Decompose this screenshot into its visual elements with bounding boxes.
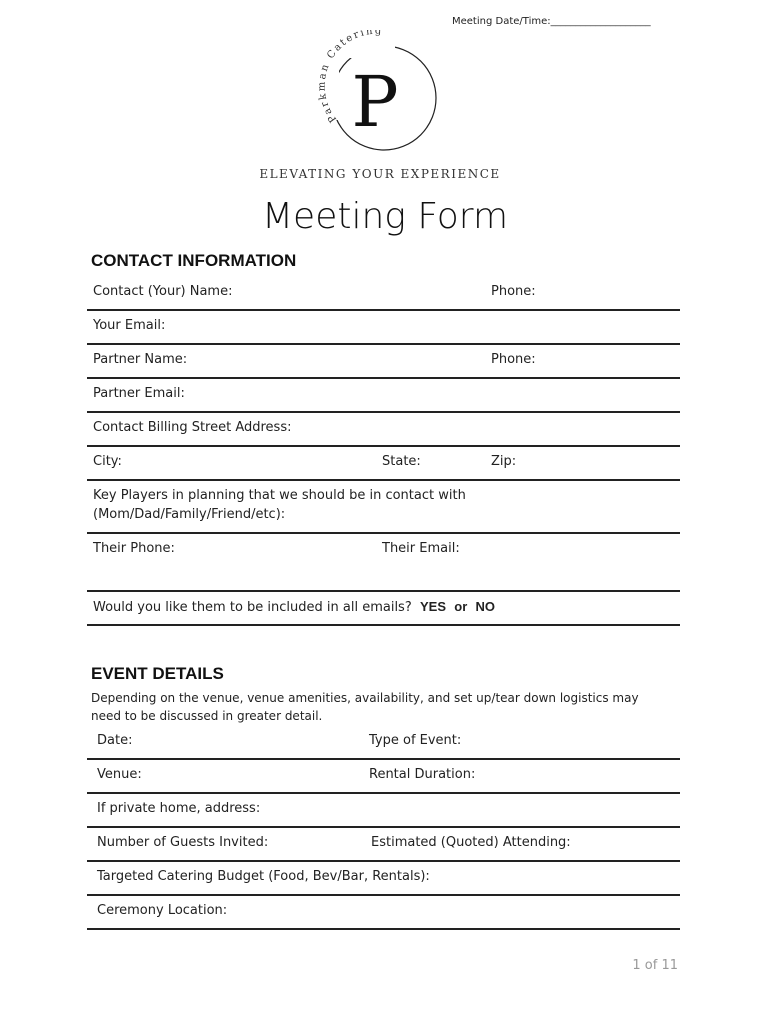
row-divider xyxy=(87,894,680,896)
private-home-label: If private home, address: xyxy=(97,801,261,816)
no-option: NO xyxy=(475,599,496,614)
yes-option: YES xyxy=(420,599,447,614)
page-number: 1 of 11 xyxy=(632,958,678,973)
brand-logo xyxy=(315,30,445,160)
row-divider xyxy=(87,928,680,930)
catering-budget-label: Targeted Catering Budget (Food, Bev/Bar, Rentals): xyxy=(97,869,430,884)
row-divider xyxy=(87,377,680,379)
contact-name-label: Contact (Your) Name: xyxy=(93,284,233,299)
row-divider xyxy=(87,758,680,760)
event-note-line1: Depending on the venue, venue amenities, availability, and set up/tear down logistics may xyxy=(91,691,639,705)
include-emails-label: Would you like them to be included in all emails? xyxy=(93,600,412,615)
billing-address-label: Contact Billing Street Address: xyxy=(93,420,292,435)
logo-letter: P xyxy=(351,61,399,143)
event-note-line2: need to be discussed in greater detail. xyxy=(91,709,323,723)
row-divider xyxy=(87,445,680,447)
row-divider xyxy=(87,826,680,828)
key-players-label: Key Players in planning that we should be in contact with xyxy=(93,488,466,503)
ceremony-location-label: Ceremony Location: xyxy=(97,903,228,918)
logo-tagline: ELEVATING YOUR EXPERIENCE xyxy=(259,167,501,181)
row-divider xyxy=(87,532,680,534)
guests-invited-label: Number of Guests Invited: xyxy=(97,835,269,850)
their-email-label: Their Email: xyxy=(382,541,460,556)
row-divider xyxy=(87,590,680,592)
event-section-heading: EVENT DETAILS xyxy=(91,664,224,683)
partner-email-label: Partner Email: xyxy=(93,386,185,401)
contact-section-heading: CONTACT INFORMATION xyxy=(91,251,297,270)
row-divider xyxy=(87,309,680,311)
event-type-label: Type of Event: xyxy=(369,733,462,748)
state-label: State: xyxy=(382,454,421,469)
row-divider xyxy=(87,792,680,794)
row-divider xyxy=(87,624,680,626)
row-divider xyxy=(87,343,680,345)
partner-phone-label: Phone: xyxy=(491,352,536,367)
their-phone-label: Their Phone: xyxy=(93,541,175,556)
city-label: City: xyxy=(93,454,122,469)
include-emails-question xyxy=(93,599,495,615)
meeting-datetime-field: Meeting Date/Time:____________________ xyxy=(452,16,651,27)
date-label: Date: xyxy=(97,733,133,748)
row-divider xyxy=(87,411,680,413)
estimated-attending-label: Estimated (Quoted) Attending: xyxy=(371,835,571,850)
rental-duration-label: Rental Duration: xyxy=(369,767,476,782)
contact-phone-label: Phone: xyxy=(491,284,536,299)
row-divider xyxy=(87,479,680,481)
logo-arc-text: Parkman Catering xyxy=(316,30,384,125)
page-title: Meeting Form xyxy=(261,196,509,237)
key-players-label-cont: (Mom/Dad/Family/Friend/etc): xyxy=(93,507,286,522)
partner-name-label: Partner Name: xyxy=(93,352,188,367)
or-text: or xyxy=(454,599,468,614)
venue-label: Venue: xyxy=(97,767,142,782)
your-email-label: Your Email: xyxy=(93,318,166,333)
row-divider xyxy=(87,860,680,862)
zip-label: Zip: xyxy=(491,454,517,469)
